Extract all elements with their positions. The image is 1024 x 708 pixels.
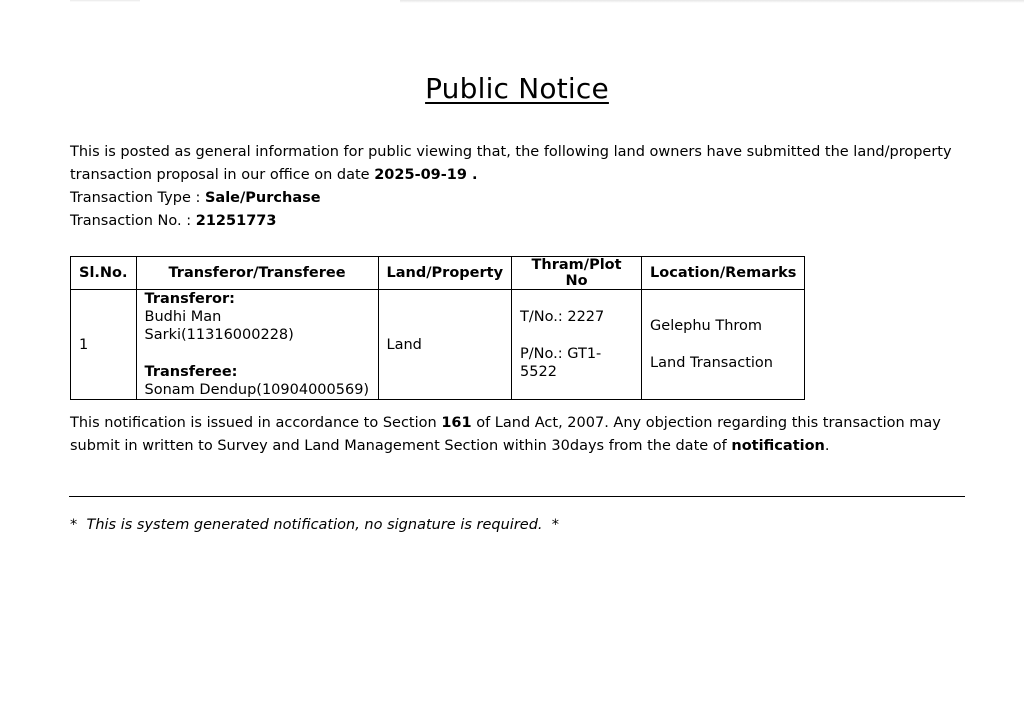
cell-sl-no: 1 (71, 290, 137, 400)
page-title: Public Notice (425, 72, 609, 105)
plot-number: P/No.: GT1-5522 (520, 346, 602, 380)
intro-paragraph (70, 141, 970, 187)
transaction-type-value: Sale/Purchase (204, 190, 321, 206)
transferor-label: Transferor: (144, 291, 235, 307)
cell-location-remarks (642, 290, 805, 400)
cell-land-property: Land (378, 290, 512, 400)
star-right: * (551, 517, 559, 533)
transaction-number-label: Transaction No. : (70, 213, 196, 229)
page-edge-shadow (400, 0, 1024, 3)
notification-end: . (824, 438, 830, 454)
notification-paragraph (70, 412, 970, 458)
transferee-label: Transferee: (144, 364, 238, 380)
system-note (70, 514, 559, 536)
transaction-table (70, 256, 805, 400)
cell-thram-plot (512, 290, 642, 400)
notification-bold-word: notification (731, 438, 825, 454)
notification-text-1: This notification is issued in accordance to Section (70, 415, 442, 431)
cell-parties (136, 290, 378, 400)
table-header-row (71, 257, 805, 290)
section-number: 161 (441, 415, 472, 431)
transaction-number-value: 21251773 (195, 213, 277, 229)
page-edge-shadow-left (70, 0, 140, 2)
header-land-property: Land/Property (378, 257, 512, 290)
table-row (71, 290, 805, 400)
notification-text-2: of Land Act, 2007. Any objection regarding this transaction may submit in written to Survey and Land Management Section within 30days from the date of (70, 415, 941, 454)
header-transferor-transferee: Transferor/Transferee (136, 257, 378, 290)
transaction-number (70, 210, 970, 233)
intro-text: This is posted as general information for public viewing that, the following land owners have submitted the land/property transaction proposal in our office on date (70, 144, 952, 183)
intro-section (70, 141, 970, 233)
divider (69, 496, 965, 497)
transaction-type (70, 187, 970, 210)
thram-number: T/No.: 2227 (520, 309, 605, 325)
system-note-text: This is system generated notification, no signature is required. (86, 517, 543, 533)
header-thram-plot: Thram/Plot No (512, 257, 642, 290)
remarks: Land Transaction (650, 355, 773, 371)
transferee-name: Sonam Dendup(10904000569) (144, 382, 370, 398)
location: Gelephu Throm (650, 318, 763, 334)
star-left: * (70, 517, 78, 533)
header-location-remarks: Location/Remarks (642, 257, 805, 290)
transaction-type-label: Transaction Type : (70, 190, 205, 206)
transferor-name: Budhi Man Sarki(11316000228) (144, 309, 294, 343)
header-sl-no: Sl.No. (71, 257, 137, 290)
submission-date: 2025-09-19 . (374, 167, 478, 183)
notification-section (70, 412, 970, 458)
